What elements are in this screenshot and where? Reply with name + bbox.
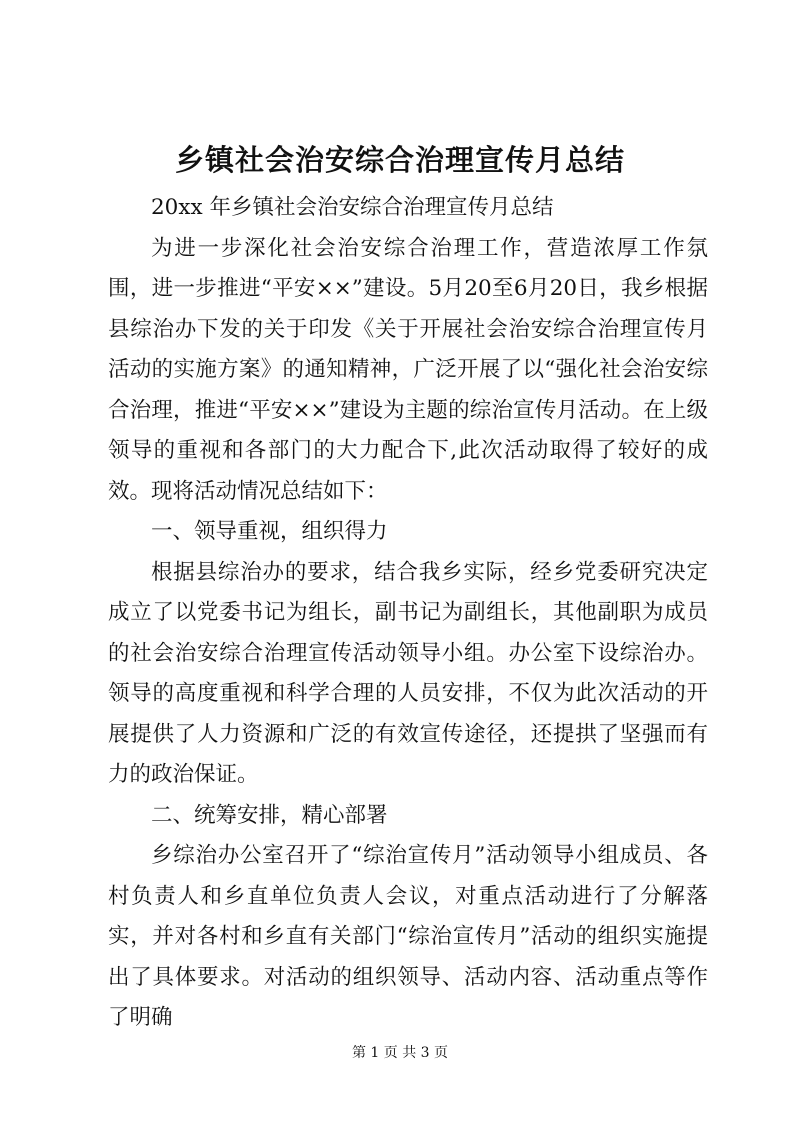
section-1-paragraph: 根据县综治办的要求，结合我乡实际，经乡党委研究决定成立了以党委书记为组长，副书记为副组长，其他副职为成员的社会治安综合治理宣传活动领导小组。办公室下设综治办。领导的高度重视和科学合理的人员安排，不仅为此次活动的开展提供了人力资源和广泛的有效宣传途径，还提拱了坚强而有力的政治保证。	[108, 559, 708, 787]
subtitle-paragraph: 20xx 年乡镇社会治安综合治理宣传月总结	[151, 195, 554, 220]
document-body	[108, 188, 708, 1039]
document-title: 乡镇社会治安综合治理宣传月总结	[174, 143, 625, 177]
page-footer: 第 1 页 共 3 页	[351, 1045, 449, 1061]
intro-paragraph: 为进一步深化社会治安综合治理工作，营造浓厚工作氛围，进一步推进“平安××”建设。5月20至6月20日，我乡根据县综治办下发的关于印发《关于开展社会治安综合治理宣传月活动的实施方案》的通知精神，广泛开展了以“强化社会治安综合治理，推进“平安××”建设为主题的综治宣传月活动。在上级领导的重视和各部门的大力配合下,此次活动取得了较好的成效。现将活动情况总结如下：	[108, 235, 708, 504]
section-2-paragraph: 乡综治办公室召开了“综治宣传月”活动领导小组成员、各村负责人和乡直单位负责人会议，对重点活动进行了分解落实，并对各村和乡直有关部门“综治宣传月”活动的组织实施提出了具体要求。对活动的组织领导、活动内容、活动重点等作了明确	[108, 843, 708, 1030]
section-heading-1: 一、领导重视，组织得力	[151, 519, 388, 544]
section-heading-2: 二、统筹安排，精心部署	[151, 802, 388, 828]
